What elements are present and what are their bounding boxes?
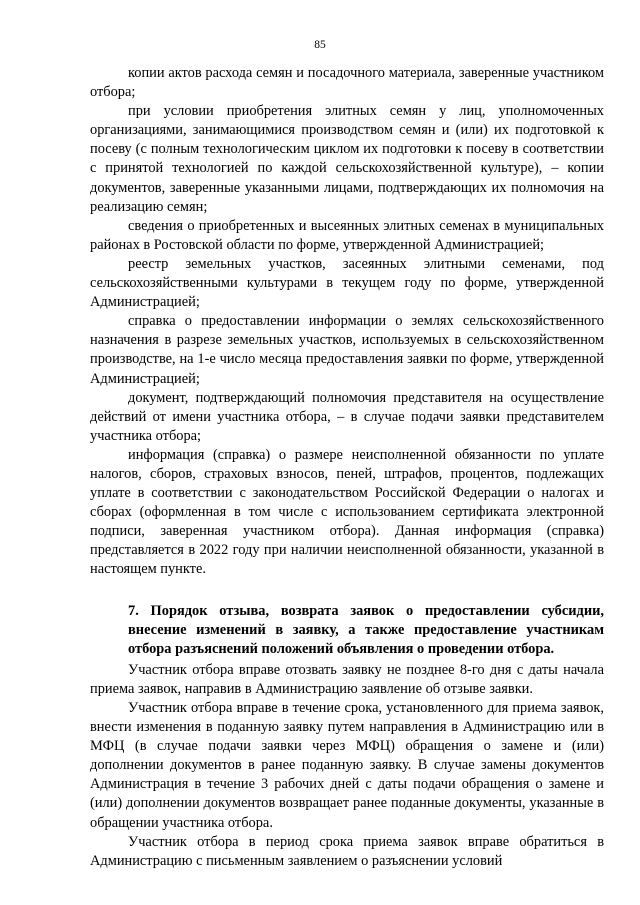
paragraph-representative-authority: документ, подтверждающий полномочия представителя на осуществление действий от имени участника отбора, – в случае подачи заявки представителем участника отбора; (90, 389, 604, 444)
paragraph-agricultural-land-certificate: справка о предоставлении информации о землях сельскохозяйственного назначения в разрезе земельных участков, используемых в сельскохозяйственном производстве, на 1-е число месяца предоставления заявки по форме, утвержденной Администрацией; (90, 313, 604, 387)
page-body (90, 64, 604, 871)
paragraph-amend-application: Участник отбора вправе в течение срока, установленного для приема заявок, внести изменения в поданную заявку путем направления в Администрацию или в МФЦ (в случае подачи заявки через МФЦ) обращения о замене и (или) дополнении документов в ранее поданную заявку. В случае замены документов Администрация в течение 3 рабочих дней с даты подачи обращения о замене и (или) дополнении документов возвращает ранее поданные документы, указанные в обращении участника отбора. (90, 699, 604, 831)
page-number: 85 (314, 39, 326, 51)
paragraph-elite-seed-purchase: при условии приобретения элитных семян у лиц, уполномоченных организациями, занимающимися производством семян и (или) их подготовкой к посеву (с полным технологическим циклом их подготовки к посеву в соответствии с принятой технологией по каждой сельскохозяйственной культуре), – копии документов, заверенные указанными лицами, подтверждающих их полномочия на реализацию семян; (90, 103, 604, 215)
paragraph-withdraw-application: Участник отбора вправе отозвать заявку не позднее 8-го дня с даты начала приема заявок, направив в Администрацию заявление об отзыве заявки. (90, 661, 604, 697)
paragraph-tax-debt-certificate: информация (справка) о размере неисполненной обязанности по уплате налогов, сборов, страховых взносов, пеней, штрафов, процентов, подлежащих уплате в соответствии с законодательством Российской Федерации о налогах и сборах (оформленная в том числе с использованием сертификата электронной подписи, заверенная участником отбора). Данная информация (справка) представляется в 2022 году при наличии неисполненной обязанности, указанной в настоящем пункте. (90, 446, 604, 578)
paragraph-elite-seed-info: сведения о приобретенных и высеянных элитных семенах в муниципальных районах в Ростовской области по форме, утвержденной Администрацией; (90, 217, 604, 253)
section-heading: 7. Порядок отзыва, возврата заявок о предоставлении субсидии, внесение изменений в заявку, а также предоставление участникам отбора разъяснений положений объявления о проведении отбора. (128, 602, 604, 658)
paragraph-seed-expense-acts: копии актов расхода семян и посадочного материала, заверенные участником отбора; (90, 65, 604, 101)
paragraph-land-registry: реестр земельных участков, засеянных элитными семенами, под сельскохозяйственными культурами в текущем году по форме, утвержденной Администрацией; (90, 255, 604, 311)
paragraph-request-clarification: Участник отбора в период срока приема заявок вправе обратиться в Администрацию с письменным заявлением о разъяснении условий (90, 833, 604, 869)
